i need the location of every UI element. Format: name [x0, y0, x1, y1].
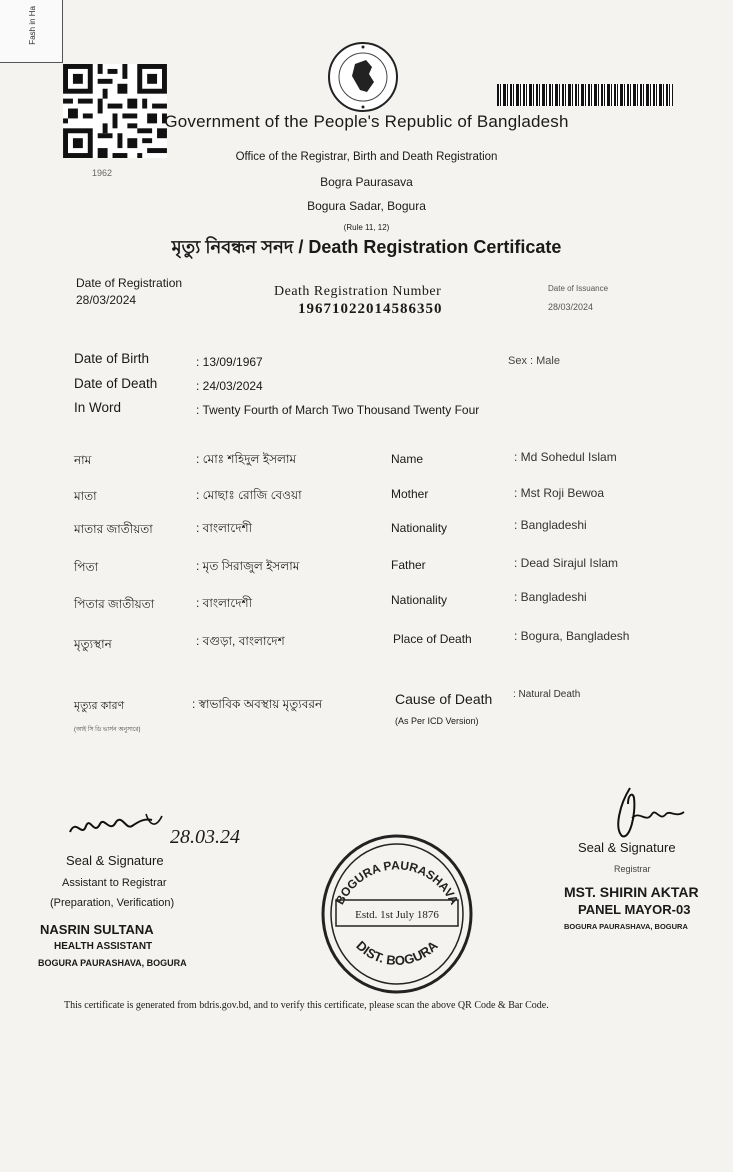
svg-text:DIST. BOGURA [353, 937, 441, 968]
bn-label-name: নাম [74, 453, 92, 467]
bn-label-mother-nationality: মাতার জাতীয়তা [74, 522, 153, 536]
issuance-date-label: Date of Issuance [548, 284, 609, 293]
en-value-name: : Md Sohedul Islam [514, 450, 617, 464]
registrar-signature [600, 784, 690, 844]
death-date-label: Date of Death [74, 376, 158, 391]
bn-value-place-of-death: : বগুড়া, বাংলাদেশ [196, 634, 285, 648]
birth-date-value: : 13/09/1967 [196, 355, 263, 369]
seal-top-text: BOGURA PAURASHAVA [332, 858, 462, 907]
paurasava-line: Bogra Paurasava [320, 175, 413, 189]
en-label-mother: Mother [391, 487, 429, 501]
bn-label-place-of-death: মৃত্যুস্থান [74, 637, 112, 651]
en-value-cause: : Natural Death [513, 689, 581, 700]
en-value-father-nationality: : Bangladeshi [514, 590, 587, 604]
left-seal-signature: Seal & Signature [66, 853, 164, 868]
en-value-mother: : Mst Roji Bewoa [514, 486, 605, 500]
rule-line: (Rule 11, 12) [343, 223, 390, 232]
office-line: Office of the Registrar, Birth and Death Registration [235, 151, 498, 163]
registration-date-label: Date of Registration [76, 276, 183, 290]
municipal-seal-icon [318, 826, 476, 994]
right-name: MST. SHIRIN AKTAR [564, 884, 699, 900]
birth-date-label: Date of Birth [74, 351, 150, 366]
en-label-cause: Cause of Death [395, 691, 493, 707]
bn-value-father: : মৃত সিরাজুল ইসলাম [196, 559, 300, 573]
qr-code [62, 64, 168, 158]
en-label-place-of-death: Place of Death [393, 632, 472, 646]
issuance-date-value: 28/03/2024 [548, 302, 594, 312]
in-word-label: In Word [74, 400, 122, 415]
bn-value-cause: : স্বাভাবিক অবস্থায় মৃত্যুবরন [192, 697, 323, 711]
registration-number-value: 19671022014586350 [298, 301, 443, 317]
left-name: NASRIN SULTANA [40, 922, 154, 937]
seal-bottom-text: DIST. BOGURA [353, 937, 441, 969]
government-title: Government of the People's Republic of Bangladesh [164, 112, 569, 131]
bn-label-cause: মৃত্যুর কারণ [74, 700, 125, 712]
qr-caption: 1962 [92, 168, 113, 178]
verification-footer: This certificate is generated from bdris.gov.bd, and to verify this certificate, please scan the above QR Code & Bar Code. [64, 1000, 549, 1011]
certificate-title: মৃত্যু নিবন্ধন সনদ / Death Registration Certificate [171, 237, 562, 257]
bn-note-cause: (আই সি ডি ভার্সন অনুসারে) [74, 727, 141, 733]
bn-label-mother: মাতা [74, 489, 97, 503]
bangladesh-emblem-icon [322, 40, 404, 114]
bn-value-name: : মোঃ শহিদুল ইসলাম [196, 452, 297, 466]
registration-date-value: 28/03/2024 [76, 293, 137, 307]
in-word-value: : Twenty Fourth of March Two Thousand Twenty Four [196, 403, 480, 417]
location-line: Bogura Sadar, Bogura [307, 199, 426, 213]
registration-number-label: Death Registration Number [274, 284, 442, 299]
right-office: BOGURA PAURASHAVA, BOGURA [564, 922, 688, 931]
right-title: PANEL MAYOR-03 [578, 902, 691, 917]
barcode [497, 84, 673, 106]
en-label-father-nationality: Nationality [391, 593, 448, 607]
bn-value-mother: : মোছাঃ রোজি বেওয়া [196, 488, 302, 502]
right-role: Registrar [614, 864, 651, 874]
left-office: BOGURA PAURASHAVA, BOGURA [38, 958, 187, 968]
en-value-father: : Dead Sirajul Islam [514, 556, 619, 570]
right-seal-signature: Seal & Signature [578, 840, 676, 855]
en-value-place-of-death: : Bogura, Bangladesh [514, 629, 630, 643]
en-value-mother-nationality: : Bangladeshi [514, 518, 587, 532]
bn-label-father: পিতা [74, 560, 99, 574]
left-role: Assistant to Registrar [62, 877, 167, 889]
left-title: HEALTH ASSISTANT [54, 941, 153, 952]
en-label-mother-nationality: Nationality [391, 521, 448, 535]
handwritten-date: 28.03.24 [170, 826, 240, 848]
left-duty: (Preparation, Verification) [50, 897, 175, 909]
en-label-father: Father [391, 558, 426, 572]
en-label-name: Name [391, 452, 424, 466]
en-note-cause: (As Per ICD Version) [395, 716, 479, 726]
bn-value-father-nationality: : বাংলাদেশী [196, 596, 253, 610]
seal-middle-text: Estd. 1st July 1876 [355, 909, 439, 921]
bn-label-father-nationality: পিতার জাতীয়তা [74, 597, 155, 611]
death-date-value: : 24/03/2024 [196, 379, 263, 393]
sex-value: Sex : Male [508, 355, 560, 367]
corner-tab-text: Fash in Ha [28, 6, 37, 45]
bn-value-mother-nationality: : বাংলাদেশী [196, 521, 253, 535]
corner-tab [0, 0, 63, 63]
